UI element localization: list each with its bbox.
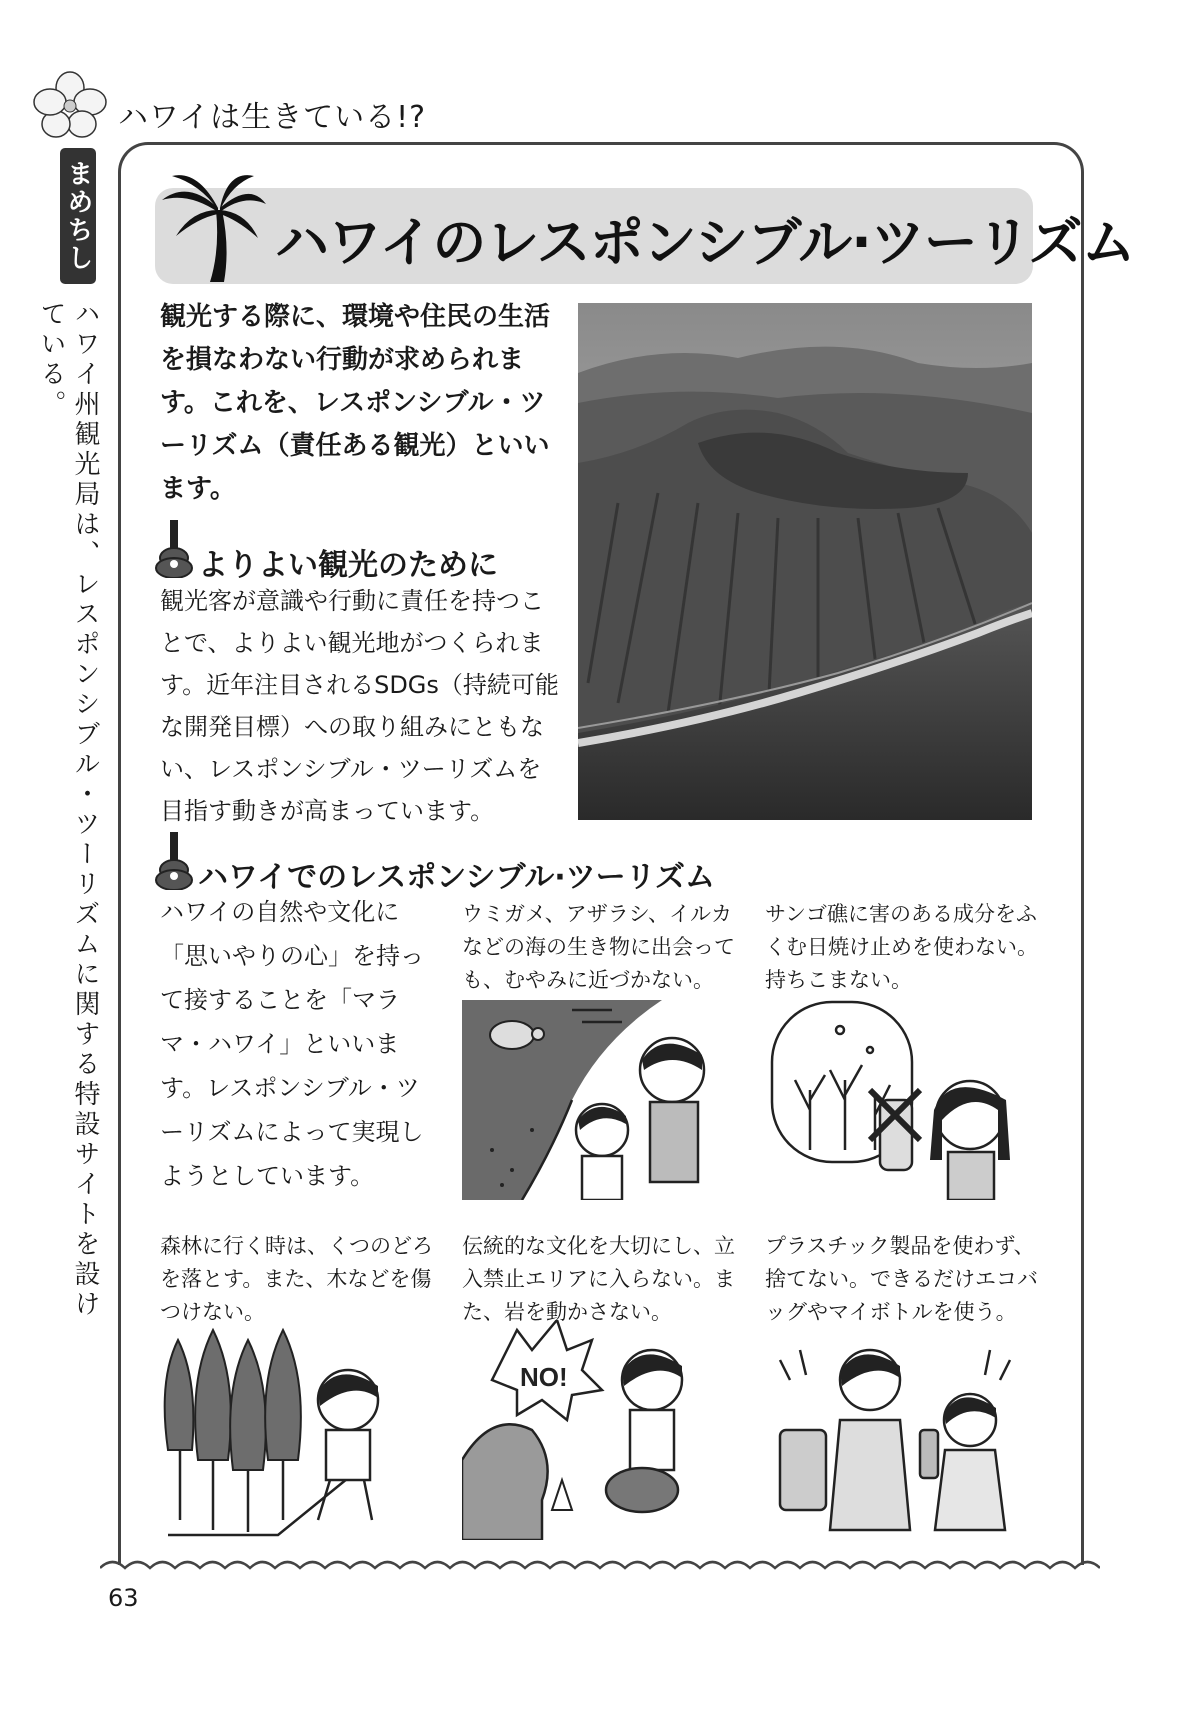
tip-forest: 森林に行く時は、くつのどろを落とす。また、木などを傷つけない。 [160, 1234, 433, 1324]
page-header-title: ハワイは生きている!? [118, 100, 427, 135]
ukulele-icon [152, 520, 196, 578]
mamechishiki-label: まめちしき [60, 148, 96, 284]
coral-sunscreen-illustration [770, 1000, 1040, 1200]
no-sacred-rock-illustration [462, 1320, 742, 1540]
eco-bag-bottle-illustration [770, 1320, 1040, 1540]
tip-sunscreen: サンゴ礁に害のある成分をふくむ日焼け止めを使わない。持ちこまない。 [765, 902, 1038, 992]
main-title: ハワイのレスポンシブル·ツーリズム [275, 211, 1135, 274]
intro-paragraph: 観光する際に、環境や住民の生活を損なわない行動が求められます。これを、レスポンシブル・ツーリズム（責任ある観光）といいます。 [160, 302, 551, 504]
diamond-head-photo [578, 303, 1032, 820]
tip-plastic: プラスチック製品を使わず、捨てない。できるだけエコバッグやマイボトルを使う。 [765, 1234, 1038, 1324]
section1-paragraph: 観光客が意識や行動に責任を持つことで、よりよい観光地がつくられます。近年注目されるSDGs（持続可能な開発目標）への取り組みにともない、レスポンシブル・ツーリズムを目指す動きが高まっています。 [160, 587, 559, 825]
malama-hawaii-paragraph: ハワイの自然や文化に「思いやりの心」を持って接することを「マラマ・ハワイ」といいます。レスポンシブル・ツーリズムによって実現しようとしています。 [160, 898, 424, 1190]
section-heading-hawaii-tourism: ハワイでのレスポンシブル·ツーリズム [198, 860, 716, 895]
sidebar-note: ハワイ州観光局は、レスポンシブル・ツーリズムに関する特設サイトを設けている。 [36, 300, 100, 1320]
section-heading-better-tourism: よりよい観光のために [198, 548, 498, 583]
tip-culture: 伝統的な文化を大切にし、立入禁止エリアに入らない。また、岩を動かさない。 [462, 1234, 735, 1324]
turtle-beach-illustration [462, 1000, 732, 1200]
page-number: 63 [108, 1584, 139, 1612]
forest-shoes-illustration [158, 1320, 438, 1540]
ukulele-icon [152, 832, 196, 890]
wave-border [100, 1556, 1100, 1574]
no-speech-bubble: NO! [520, 1362, 568, 1392]
hibiscus-icon [30, 70, 110, 140]
tip-sea-creatures: ウミガメ、アザラシ、イルカなどの海の生き物に出会っても、むやみに近づかない。 [462, 902, 735, 992]
palm-tree-icon [158, 170, 268, 285]
